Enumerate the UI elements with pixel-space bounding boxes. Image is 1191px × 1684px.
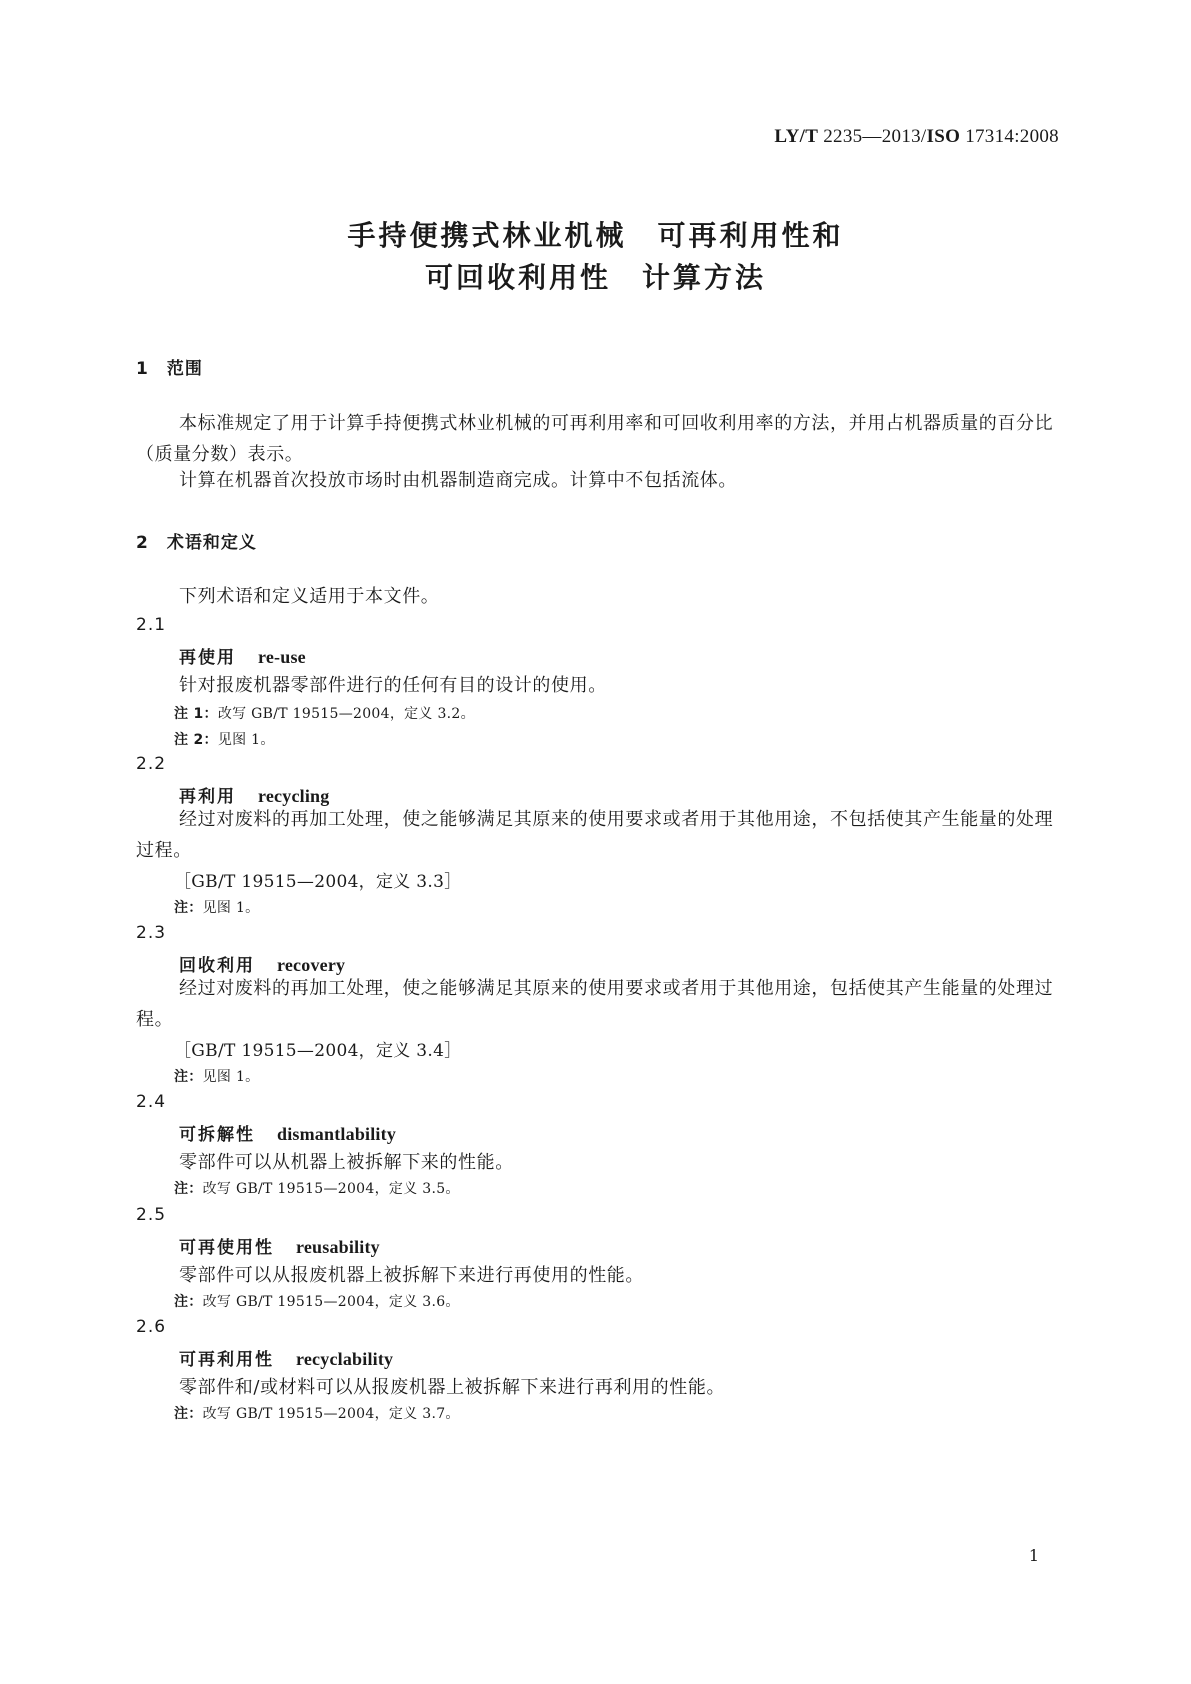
term-zh: 可拆解性 [179, 1125, 255, 1145]
note: 注 1：改写 GB/T 19515—2004，定义 3.2。 [174, 706, 475, 722]
term-zh: 再使用 [179, 648, 236, 668]
term-heading [179, 1345, 393, 1370]
term-zh: 再利用 [179, 787, 236, 807]
note: 注：改写 GB/T 19515—2004，定义 3.5。 [174, 1181, 460, 1197]
paragraph: 计算在机器首次投放市场时由机器制造商完成。计算中不包括流体。 [179, 470, 737, 491]
paragraph: 本标准规定了用于计算手持便携式林业机械的可再利用率和可回收利用率的方法，并用占机器质量的百分比（质量分数）表示。 [136, 413, 1054, 465]
term-definition: 针对报废机器零部件进行的任何有目的设计的使用。 [179, 675, 607, 696]
term-definition: 零部件和/或材料可以从报废机器上被拆解下来进行再利用的性能。 [179, 1377, 726, 1398]
term-zh: 可再使用性 [179, 1238, 274, 1258]
note: 注：改写 GB/T 19515—2004，定义 3.7。 [174, 1406, 460, 1422]
note: 注 2：见图 1。 [174, 732, 275, 748]
term-zh: 回收利用 [179, 956, 255, 976]
term-definition: 零部件可以从机器上被拆解下来的性能。 [179, 1152, 514, 1173]
term-definition: 零部件可以从报废机器上被拆解下来进行再使用的性能。 [179, 1265, 644, 1286]
term-en: re-use [258, 647, 306, 667]
term-number: 2.3 [136, 923, 167, 943]
note: 注：改写 GB/T 19515—2004，定义 3.6。 [174, 1294, 460, 1310]
term-number: 2.4 [136, 1092, 167, 1112]
term-en: recyclability [296, 1349, 394, 1369]
document-title-line-2: 可回收利用性 计算方法 [424, 261, 766, 294]
term-source: ［GB/T 19515—2004，定义 3.3］ [174, 872, 462, 892]
term-en: reusability [296, 1237, 380, 1257]
term-en: recovery [277, 955, 346, 975]
term-source: ［GB/T 19515—2004，定义 3.4］ [174, 1041, 462, 1061]
term-number: 2.1 [136, 615, 167, 635]
term-heading [179, 643, 306, 668]
term-definition: 经过对废料的再加工处理，使之能够满足其原来的使用要求或者用于其他用途，不包括使其产生能量的处理过程。 [136, 809, 1054, 861]
document-title-line-1: 手持便携式林业机械 可再利用性和 [347, 219, 844, 252]
paragraph: 下列术语和定义适用于本文件。 [179, 586, 440, 607]
term-zh: 可再利用性 [179, 1350, 274, 1370]
note: 注：见图 1。 [174, 900, 260, 916]
term-definition: 经过对废料的再加工处理，使之能够满足其原来的使用要求或者用于其他用途，包括使其产生能量的处理过程。 [136, 978, 1054, 1030]
section-heading-scope: 1 范围 [136, 359, 203, 379]
term-en: recycling [258, 786, 330, 806]
term-number: 2.6 [136, 1317, 167, 1337]
note: 注：见图 1。 [174, 1069, 260, 1085]
section-heading-terms: 2 术语和定义 [136, 533, 257, 553]
term-number: 2.5 [136, 1205, 167, 1225]
standard-code: LY/T 2235—2013/ISO 17314:2008 [774, 126, 1059, 147]
term-en: dismantlability [277, 1124, 397, 1144]
term-number: 2.2 [136, 754, 167, 774]
term-heading [179, 1120, 396, 1145]
page-number: 1 [1028, 1546, 1039, 1565]
term-heading [179, 1233, 380, 1258]
